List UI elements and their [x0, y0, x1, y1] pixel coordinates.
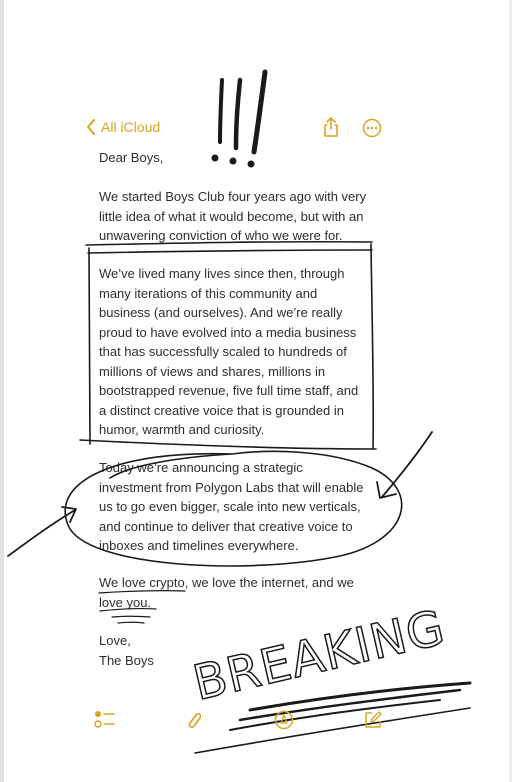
breaking-handwritten-text: BREAKING [188, 599, 451, 712]
attachment-button[interactable] [183, 709, 205, 731]
note-signoff: Love, [99, 633, 131, 648]
chevron-left-icon [86, 119, 96, 135]
exclamation-marks-drawing [220, 72, 265, 152]
left-edge-shadow [0, 0, 4, 782]
note-paragraph-2: We’ve lived many lives since then, through many iterations of this community and business (and ourselves). And we’re really proud to have evolved into a media business that has successfully scaled to hundreds of millions of views and shares, millions in bootstrapped revenue, five full time staff, and a distinct creative voice that is grounded in humor, warmth and curiosity. [99, 266, 359, 437]
compose-icon [362, 709, 384, 731]
note-paragraph-3: Today we’re announcing a strategic investment from Polygon Labs that will enable us to go even bigger, scale into new verticals, and continue to deliver that creative voice to inboxes and timelines everywhere. [99, 460, 364, 553]
ellipsis-circle-icon [362, 118, 382, 138]
note-paragraph-4: We love crypto, we love the internet, and we love you. [99, 575, 354, 610]
checklist-icon [94, 709, 116, 731]
markup-button[interactable] [273, 709, 295, 731]
share-icon [321, 116, 341, 138]
note-paragraph-1: We started Boys Club four years ago with very little idea of what it would become, but with an unwavering conviction of who we were for. [99, 189, 367, 243]
back-button[interactable] [86, 117, 160, 137]
checklist-button[interactable] [94, 709, 116, 731]
share-button[interactable] [321, 116, 341, 138]
arrow-left-drawing [8, 507, 76, 556]
more-options-button[interactable] [362, 118, 382, 138]
paperclip-icon [183, 709, 205, 731]
back-button-label: All iCloud [101, 119, 161, 135]
pen-tip-icon [273, 709, 295, 731]
note-signature: The Boys [99, 653, 154, 668]
breaking-underline-scribble [195, 683, 470, 753]
compose-button[interactable] [362, 709, 384, 731]
note-greeting: Dear Boys, [99, 150, 164, 165]
